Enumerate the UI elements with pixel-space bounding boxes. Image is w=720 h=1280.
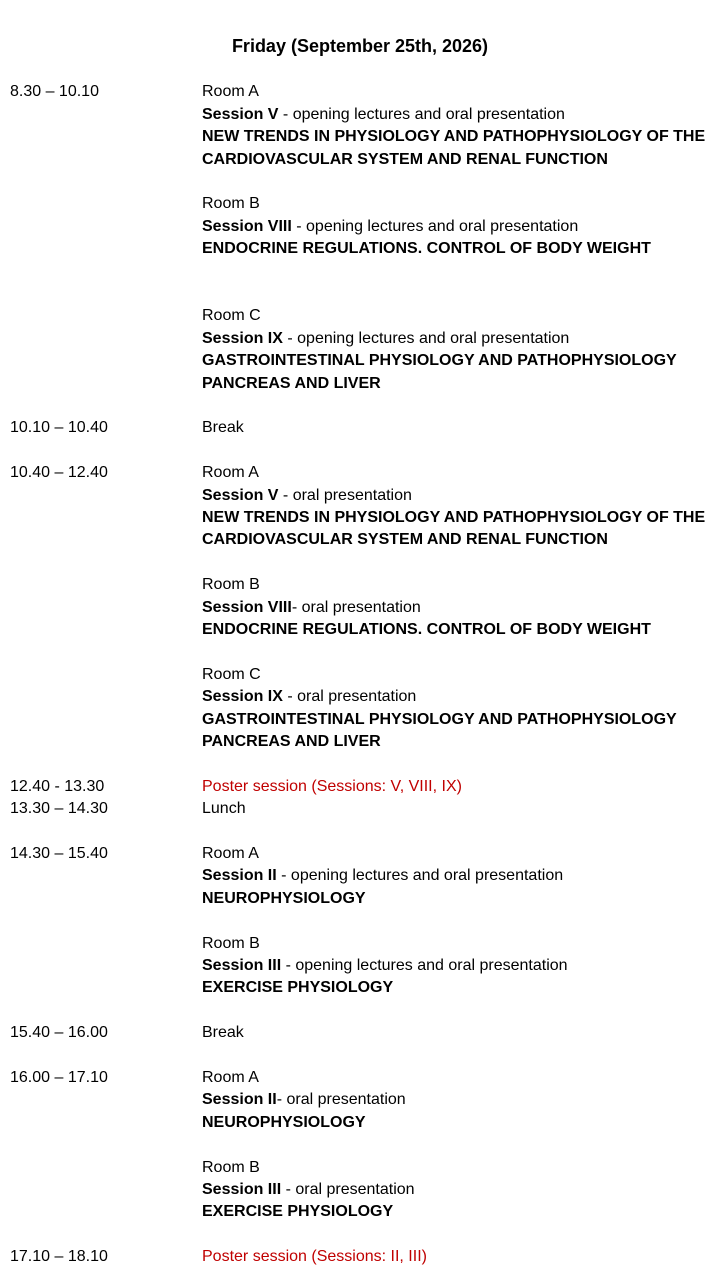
session-line xyxy=(202,865,563,887)
session-topic: CARDIOVASCULAR SYSTEM AND RENAL FUNCTION xyxy=(202,151,608,168)
session-description: - oral presentation xyxy=(278,487,412,504)
time-slot-1240: 12.40 - 13.30 xyxy=(10,778,105,795)
session-name: Session VIII xyxy=(202,218,292,235)
session-name: Session IX xyxy=(202,688,283,705)
lunch-label: Lunch xyxy=(202,800,246,817)
room-label: Room A xyxy=(202,1069,259,1086)
session-line xyxy=(202,104,565,126)
session-topic: NEUROPHYSIOLOGY xyxy=(202,890,366,907)
session-line xyxy=(202,216,578,238)
session-topic: NEW TRENDS IN PHYSIOLOGY AND PATHOPHYSIOLOGY OF THE xyxy=(202,509,706,526)
session-topic: ENDOCRINE REGULATIONS. CONTROL OF BODY WEIGHT xyxy=(202,621,651,638)
room-label: Room A xyxy=(202,83,259,100)
time-slot-1330: 13.30 – 14.30 xyxy=(10,800,108,817)
room-label: Room B xyxy=(202,195,260,212)
session-description: - opening lectures and oral presentation xyxy=(291,218,579,235)
poster-session: Poster session (Sessions: V, VIII, IX) xyxy=(202,778,462,795)
session-topic: EXERCISE PHYSIOLOGY xyxy=(202,1203,394,1220)
session-line xyxy=(202,597,421,619)
poster-session: Poster session (Sessions: II, III) xyxy=(202,1248,427,1265)
session-description: - oral presentation xyxy=(282,688,417,705)
session-topic: PANCREAS AND LIVER xyxy=(202,733,381,750)
room-label: Room B xyxy=(202,576,260,593)
room-label: Room B xyxy=(202,1159,260,1176)
session-line xyxy=(202,485,412,507)
session-name: Session III xyxy=(202,1181,282,1198)
time-slot-1010: 10.10 – 10.40 xyxy=(10,419,108,436)
session-topic: NEUROPHYSIOLOGY xyxy=(202,1114,366,1131)
session-topic: PANCREAS AND LIVER xyxy=(202,375,381,392)
room-label: Room C xyxy=(202,307,261,324)
page-title: Friday (September 25th, 2026) xyxy=(231,36,489,56)
session-line xyxy=(202,955,568,977)
time-slot-1710: 17.10 – 18.10 xyxy=(10,1248,108,1265)
time-slot-1600: 16.00 – 17.10 xyxy=(10,1069,108,1086)
session-topic: GASTROINTESTINAL PHYSIOLOGY AND PATHOPHYSIOLOGY xyxy=(202,352,677,369)
session-description: - oral presentation xyxy=(281,1181,415,1198)
time-slot-0830: 8.30 – 10.10 xyxy=(10,83,99,100)
break-label: Break xyxy=(202,1024,244,1041)
time-slot-1430: 14.30 – 15.40 xyxy=(10,845,108,862)
session-description: - opening lectures and oral presentation xyxy=(282,330,570,347)
session-description: - oral presentation xyxy=(276,1091,406,1108)
time-slot-1040: 10.40 – 12.40 xyxy=(10,464,108,481)
session-description: - opening lectures and oral presentation xyxy=(276,867,564,884)
session-name: Session V xyxy=(202,106,279,123)
time-slot-1540: 15.40 – 16.00 xyxy=(10,1024,108,1041)
room-label: Room A xyxy=(202,845,259,862)
session-line xyxy=(202,1179,415,1201)
session-line xyxy=(202,686,416,708)
session-topic: ENDOCRINE REGULATIONS. CONTROL OF BODY WEIGHT xyxy=(202,240,651,257)
session-topic: CARDIOVASCULAR SYSTEM AND RENAL FUNCTION xyxy=(202,531,608,548)
session-topic: EXERCISE PHYSIOLOGY xyxy=(202,979,394,996)
session-description: - opening lectures and oral presentation xyxy=(278,106,565,123)
session-topic: NEW TRENDS IN PHYSIOLOGY AND PATHOPHYSIOLOGY OF THE xyxy=(202,128,706,145)
session-name: Session III xyxy=(202,957,282,974)
session-name: Session V xyxy=(202,487,279,504)
session-name: Session II xyxy=(202,867,277,884)
session-topic: GASTROINTESTINAL PHYSIOLOGY AND PATHOPHYSIOLOGY xyxy=(202,711,677,728)
room-label: Room C xyxy=(202,666,261,683)
session-description: - opening lectures and oral presentation xyxy=(281,957,568,974)
session-name: Session II xyxy=(202,1091,277,1108)
break-label: Break xyxy=(202,419,244,436)
session-name: Session IX xyxy=(202,330,283,347)
room-label: Room B xyxy=(202,935,260,952)
session-line xyxy=(202,1089,406,1111)
session-line xyxy=(202,328,569,350)
room-label: Room A xyxy=(202,464,259,481)
session-description: - oral presentation xyxy=(291,599,421,616)
session-name: Session VIII xyxy=(202,599,292,616)
